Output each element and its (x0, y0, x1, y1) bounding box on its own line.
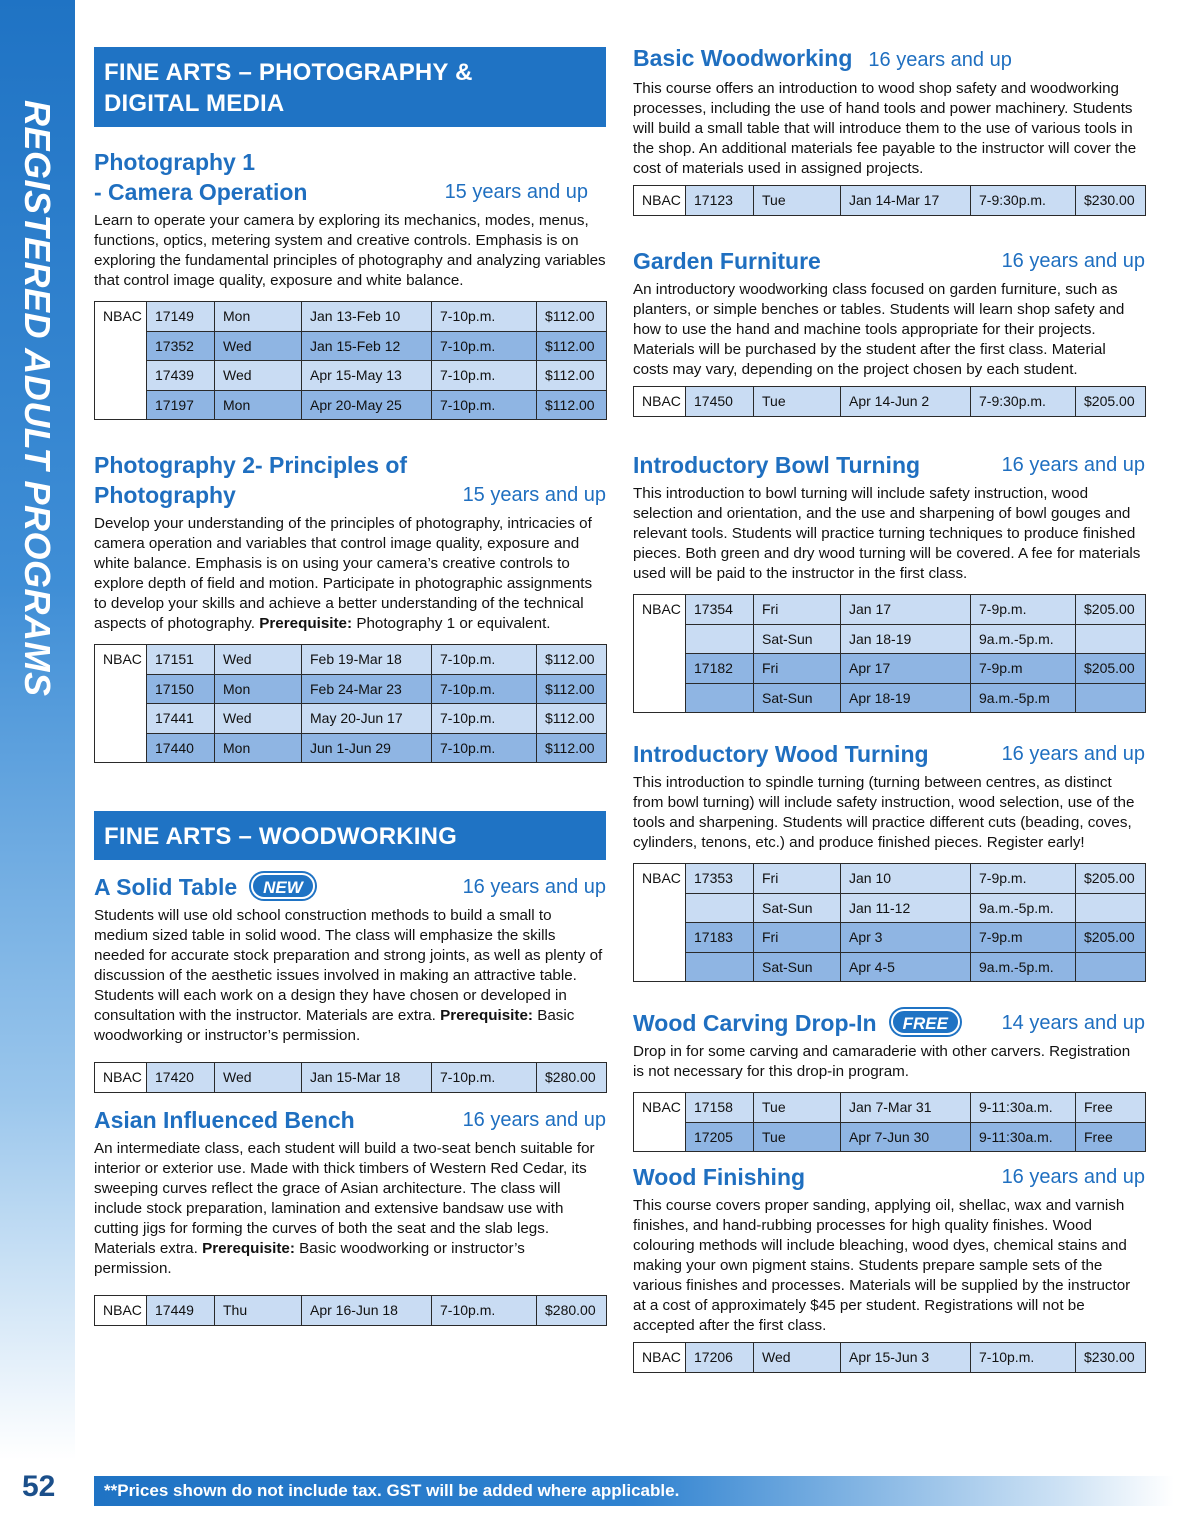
course-price: $112.00 (537, 331, 607, 361)
course-wood-finishing (633, 1162, 1145, 1373)
footer-note: **Prices shown do not include tax. GST will be added where applicable. (94, 1476, 1174, 1506)
course-price (1076, 893, 1146, 923)
course-description: This course offers an introduction to wood shop safety and woodworking processes, including the use of hand tools and power machinery. Students will build a small table that will introduce them to the use of various tools in the shop. An additional materials fee payable to the instructor will cover the cost of materials used in assigned projects. (633, 80, 1137, 177)
age-label: 16 years and up (1001, 250, 1145, 272)
course-time: 7-9p.m (971, 923, 1076, 953)
table-row (95, 331, 607, 361)
age-label: 16 years and up (462, 876, 606, 898)
course-price: Free (1076, 1122, 1146, 1152)
table-row (634, 595, 1146, 625)
prerequisite-text: Photography 1 or equivalent. (356, 615, 551, 632)
course-title (633, 450, 1145, 480)
prerequisite-label: Prerequisite: (259, 615, 353, 632)
course-code: 17353 (686, 864, 754, 894)
location-cell: NBAC (634, 186, 686, 216)
location-cell: NBAC (634, 595, 686, 713)
course-dates: Feb 19-Mar 18 (302, 645, 432, 675)
course-description (94, 514, 606, 634)
course-time: 9-11:30a.m. (971, 1093, 1076, 1123)
course-dates: Apr 16-Jun 18 (302, 1296, 432, 1326)
location-cell: NBAC (95, 1063, 147, 1093)
course-photography-2 (94, 450, 606, 763)
course-day: Wed (754, 1343, 841, 1373)
course-time: 7-9p.m (971, 654, 1076, 684)
course-title-text: Introductory Bowl Turning (633, 452, 921, 478)
course-code (686, 893, 754, 923)
course-dates: Apr 3 (841, 923, 971, 953)
course-code: 17183 (686, 923, 754, 953)
course-title-text: Garden Furniture (633, 248, 821, 274)
table-row (634, 893, 1146, 923)
description-text: An intermediate class, each student will build a two-seat bench suitable for interior or exterior use. Made with thick timbers of Western Red Cedar, its sweeping curves reflect the grace of Asian architecture. The class will include stock preparation, lamination and extensive bandsaw use with cutting jigs for forming the curves of both the seat and the slab legs. Materials extra. (94, 1140, 595, 1257)
course-time: 7-9p.m. (971, 595, 1076, 625)
course-time: 9a.m.-5p.m (971, 683, 1076, 713)
course-asian-bench (94, 1105, 606, 1326)
course-code (686, 952, 754, 982)
course-dates: Apr 18-19 (841, 683, 971, 713)
table-row (95, 361, 607, 391)
schedule-table (633, 185, 1146, 216)
course-title (633, 1162, 1145, 1192)
course-time: 9a.m.-5p.m. (971, 952, 1076, 982)
age-label: 15 years and up (444, 181, 588, 203)
course-time: 7-10p.m. (432, 1296, 537, 1326)
course-day: Mon (215, 733, 302, 763)
course-title-text: Wood Finishing (633, 1164, 806, 1190)
location-cell: NBAC (634, 1093, 686, 1152)
course-description: Learn to operate your camera by exploring its mechanics, modes, menus, functions, optics, metering system and creative controls. Emphasis is on exploring the fundamental principles of photography and analyzing variables that control image quality, exposure and white balance. (94, 212, 606, 289)
course-code: 17354 (686, 595, 754, 625)
table-row (634, 186, 1146, 216)
course-price: $112.00 (537, 733, 607, 763)
prerequisite-label: Prerequisite: (440, 1007, 533, 1024)
course-price: $280.00 (537, 1296, 607, 1326)
free-badge-icon: FREE (891, 1009, 960, 1035)
course-dates: Jun 1-Jun 29 (302, 733, 432, 763)
schedule-table (633, 1092, 1146, 1152)
course-time: 7-10p.m. (432, 302, 537, 332)
course-garden-furniture (633, 246, 1145, 417)
course-day: Tue (754, 387, 841, 417)
section-banner-photography (94, 47, 606, 127)
age-label: 14 years and up (1001, 1012, 1145, 1034)
description-text: Students will use old school construction methods to build a small to medium sized table in solid wood. The class will emphasize the skills needed for accurate stock preparation and strong joints, as well as plenty of discussion of the aesthetic issues involved in making an attractive table. Students will each work on a design they have chosen or developed in consultation with the instructor. Materials are extra. (94, 907, 603, 1024)
course-title-line-1: Photography 1 (94, 149, 256, 175)
course-code: 17123 (686, 186, 754, 216)
table-row (95, 1296, 607, 1326)
course-time: 9a.m.-5p.m. (971, 893, 1076, 923)
course-price: $280.00 (537, 1063, 607, 1093)
course-wood-turning (633, 739, 1145, 982)
course-time: 7-10p.m. (432, 361, 537, 391)
course-price: $230.00 (1076, 1343, 1146, 1373)
course-description: This introduction to bowl turning will include safety instruction, wood selection and orientation, and the use and sharpening of bowl gouges and relevant tools. Students will practice turning techniques to produce finished pieces. Both green and dry wood turning will be covered. A fee for materials used will be paid to the instructor in the first class. (633, 485, 1141, 582)
course-title (94, 872, 606, 902)
course-day: Fri (754, 595, 841, 625)
prerequisite-label: Prerequisite: (202, 1240, 295, 1257)
course-time: 7-10p.m. (432, 645, 537, 675)
course-dates: Jan 15-Mar 18 (302, 1063, 432, 1093)
table-row (634, 1343, 1146, 1373)
age-label: 16 years and up (462, 1109, 606, 1131)
course-price: $112.00 (537, 302, 607, 332)
course-time: 9-11:30a.m. (971, 1122, 1076, 1152)
schedule-table (94, 1062, 607, 1093)
table-row (634, 654, 1146, 684)
course-price (1076, 624, 1146, 654)
age-label: 16 years and up (1001, 1166, 1145, 1188)
course-day: Wed (215, 331, 302, 361)
table-row (634, 683, 1146, 713)
course-day: Tue (754, 186, 841, 216)
banner-line-1: FINE ARTS – PHOTOGRAPHY & (104, 59, 473, 86)
age-label: 15 years and up (462, 484, 606, 506)
course-day: Sat-Sun (754, 893, 841, 923)
course-time: 7-10p.m. (432, 390, 537, 420)
table-row (634, 952, 1146, 982)
course-dates: Apr 4-5 (841, 952, 971, 982)
course-dates: Jan 14-Mar 17 (841, 186, 971, 216)
location-cell: NBAC (634, 864, 686, 982)
course-time: 7-10p.m. (432, 331, 537, 361)
course-code: 17182 (686, 654, 754, 684)
course-day: Thu (215, 1296, 302, 1326)
schedule-table (633, 863, 1146, 982)
course-description: An introductory woodworking class focused on garden furniture, such as planters, or simple benches or tables. Students will learn shop safety and how to use the hand and machine tools appropriate for their projects. Materials will be purchased by the student after the first class. Material costs may vary, depending on the project chosen by each student. (633, 281, 1125, 378)
table-row (95, 390, 607, 420)
schedule-table (633, 1342, 1146, 1373)
schedule-table (94, 644, 607, 763)
course-dates: Jan 15-Feb 12 (302, 331, 432, 361)
side-band (0, 0, 75, 1460)
course-code: 17352 (147, 331, 215, 361)
course-title-line-2: - Camera Operation (94, 179, 308, 205)
location-cell: NBAC (95, 1296, 147, 1326)
course-time: 9a.m.-5p.m. (971, 624, 1076, 654)
table-row (634, 864, 1146, 894)
table-row (634, 1093, 1146, 1123)
course-dates: Jan 13-Feb 10 (302, 302, 432, 332)
course-code: 17151 (147, 645, 215, 675)
course-price: $230.00 (1076, 186, 1146, 216)
course-time: 7-9:30p.m. (971, 387, 1076, 417)
course-price: $112.00 (537, 674, 607, 704)
course-price: $205.00 (1076, 923, 1146, 953)
course-dates: Jan 10 (841, 864, 971, 894)
course-dates: Jan 11-12 (841, 893, 971, 923)
schedule-table (633, 386, 1146, 417)
course-day: Fri (754, 864, 841, 894)
course-dates: Feb 24-Mar 23 (302, 674, 432, 704)
course-day: Mon (215, 674, 302, 704)
course-code (686, 683, 754, 713)
course-wood-carving (633, 1008, 1145, 1152)
course-day: Fri (754, 923, 841, 953)
course-code: 17449 (147, 1296, 215, 1326)
location-cell: NBAC (95, 645, 147, 763)
course-time: 7-10p.m. (971, 1343, 1076, 1373)
prerequisite-text: Basic woodworking or instructor’s permission. (94, 1240, 525, 1277)
course-title (94, 147, 606, 207)
course-code: 17420 (147, 1063, 215, 1093)
description-text: Develop your understanding of the principles of photography, intricacies of camera operation and variables that control image quality, exposure and white balance. Emphasis is on using your camera’s creative controls to explore depth of field and motion. Participate in photographic assignments to develop your skills and achieve a better understanding of the technical aspects of photography. (94, 515, 593, 632)
age-label: 16 years and up (868, 49, 1012, 71)
course-title (633, 739, 1145, 769)
table-row (634, 387, 1146, 417)
course-time: 7-10p.m. (432, 733, 537, 763)
course-code: 17450 (686, 387, 754, 417)
course-price: $112.00 (537, 704, 607, 734)
course-description: This course covers proper sanding, applying oil, shellac, wax and varnish finishes, and hand-rubbing processes for high quality finishes. Wood colouring methods will include bleaching, wood dyes, chemical stains and making your own pigment stains. Students prepare sample sets of the various finishes and processes. Materials will be supplied by the instructor at a cost of approximately $45 per student. Registrations will not be accepted after the first class. (633, 1197, 1131, 1334)
section-banner-woodworking (94, 811, 606, 860)
page-number: 52 (22, 1470, 56, 1503)
course-title-text: Introductory Wood Turning (633, 741, 929, 767)
course-title-text: Wood Carving Drop-In (633, 1010, 877, 1036)
course-title-text: A Solid Table (94, 874, 238, 900)
course-basic-woodworking (633, 43, 1145, 216)
course-code: 17441 (147, 704, 215, 734)
course-description: This introduction to spindle turning (turning between centres, as distinct from bowl turning) will include safety instruction, wood selection, use of the tools and sharpening. Students will practice different cuts (beading, coves, cylinders, tenons, etc.) and produce finished pieces. Register early! (633, 774, 1135, 851)
course-code: 17197 (147, 390, 215, 420)
prerequisite-text: Basic woodworking or instructor’s permission. (94, 1007, 575, 1044)
course-dates: Jan 17 (841, 595, 971, 625)
course-dates: Apr 15-Jun 3 (841, 1343, 971, 1373)
course-dates: Apr 14-Jun 2 (841, 387, 971, 417)
table-row (95, 704, 607, 734)
course-day: Sat-Sun (754, 624, 841, 654)
schedule-table (633, 594, 1146, 713)
course-day: Tue (754, 1122, 841, 1152)
table-row (95, 674, 607, 704)
side-title: REGISTERED ADULT PROGRAMS (17, 100, 58, 697)
course-day: Tue (754, 1093, 841, 1123)
course-dates: Apr 17 (841, 654, 971, 684)
table-row (634, 624, 1146, 654)
new-badge-icon: NEW (251, 873, 315, 899)
course-photography-1 (94, 147, 606, 420)
course-time: 7-10p.m. (432, 674, 537, 704)
course-dates: Jan 7-Mar 31 (841, 1093, 971, 1123)
course-code (686, 624, 754, 654)
table-row (634, 1122, 1146, 1152)
course-price (1076, 952, 1146, 982)
course-day: Mon (215, 390, 302, 420)
schedule-table (94, 301, 607, 420)
course-code: 17439 (147, 361, 215, 391)
course-title-line-2: Photography (94, 482, 236, 508)
course-time: 7-9:30p.m. (971, 186, 1076, 216)
course-dates: Apr 15-May 13 (302, 361, 432, 391)
table-row (95, 733, 607, 763)
course-price: $112.00 (537, 390, 607, 420)
course-day: Wed (215, 645, 302, 675)
course-dates: May 20-Jun 17 (302, 704, 432, 734)
course-solid-table (94, 872, 606, 1093)
age-label: 16 years and up (1001, 454, 1145, 476)
course-title-text: Basic Woodworking (633, 45, 853, 71)
course-code: 17158 (686, 1093, 754, 1123)
course-title-line-1: Photography 2- Principles of (94, 452, 408, 478)
course-code: 17205 (686, 1122, 754, 1152)
course-price: $112.00 (537, 645, 607, 675)
course-description (94, 1139, 606, 1279)
course-price: $205.00 (1076, 387, 1146, 417)
course-code: 17206 (686, 1343, 754, 1373)
course-description (94, 906, 606, 1046)
course-dates: Jan 18-19 (841, 624, 971, 654)
course-day: Sat-Sun (754, 683, 841, 713)
course-title-text: Asian Influenced Bench (94, 1107, 355, 1133)
course-dates: Apr 20-May 25 (302, 390, 432, 420)
course-time: 7-10p.m. (432, 1063, 537, 1093)
course-title (94, 450, 606, 510)
course-description: Drop in for some carving and camaraderie with other carvers. Registration is not necessary for this drop-in program. (633, 1043, 1131, 1080)
course-bowl-turning (633, 450, 1145, 713)
course-title (633, 1008, 1145, 1038)
course-day: Wed (215, 361, 302, 391)
table-row (95, 302, 607, 332)
course-price: Free (1076, 1093, 1146, 1123)
course-time: 7-9p.m. (971, 864, 1076, 894)
course-day: Wed (215, 1063, 302, 1093)
location-cell: NBAC (95, 302, 147, 420)
course-title (94, 1105, 606, 1135)
course-day: Wed (215, 704, 302, 734)
location-cell: NBAC (634, 387, 686, 417)
table-row (634, 923, 1146, 953)
course-price (1076, 683, 1146, 713)
location-cell: NBAC (634, 1343, 686, 1373)
course-price: $112.00 (537, 361, 607, 391)
course-price: $205.00 (1076, 864, 1146, 894)
course-day: Fri (754, 654, 841, 684)
course-time: 7-10p.m. (432, 704, 537, 734)
table-row (95, 645, 607, 675)
course-title (633, 246, 1145, 276)
course-code: 17149 (147, 302, 215, 332)
course-code: 17440 (147, 733, 215, 763)
banner-line-1: FINE ARTS – WOODWORKING (104, 823, 458, 850)
course-code: 17150 (147, 674, 215, 704)
age-label: 16 years and up (1001, 743, 1145, 765)
course-day: Mon (215, 302, 302, 332)
course-price: $205.00 (1076, 654, 1146, 684)
banner-line-2: DIGITAL MEDIA (104, 90, 285, 117)
table-row (95, 1063, 607, 1093)
course-price: $205.00 (1076, 595, 1146, 625)
course-day: Sat-Sun (754, 952, 841, 982)
course-dates: Apr 7-Jun 30 (841, 1122, 971, 1152)
course-title (633, 43, 1145, 75)
schedule-table (94, 1295, 607, 1326)
